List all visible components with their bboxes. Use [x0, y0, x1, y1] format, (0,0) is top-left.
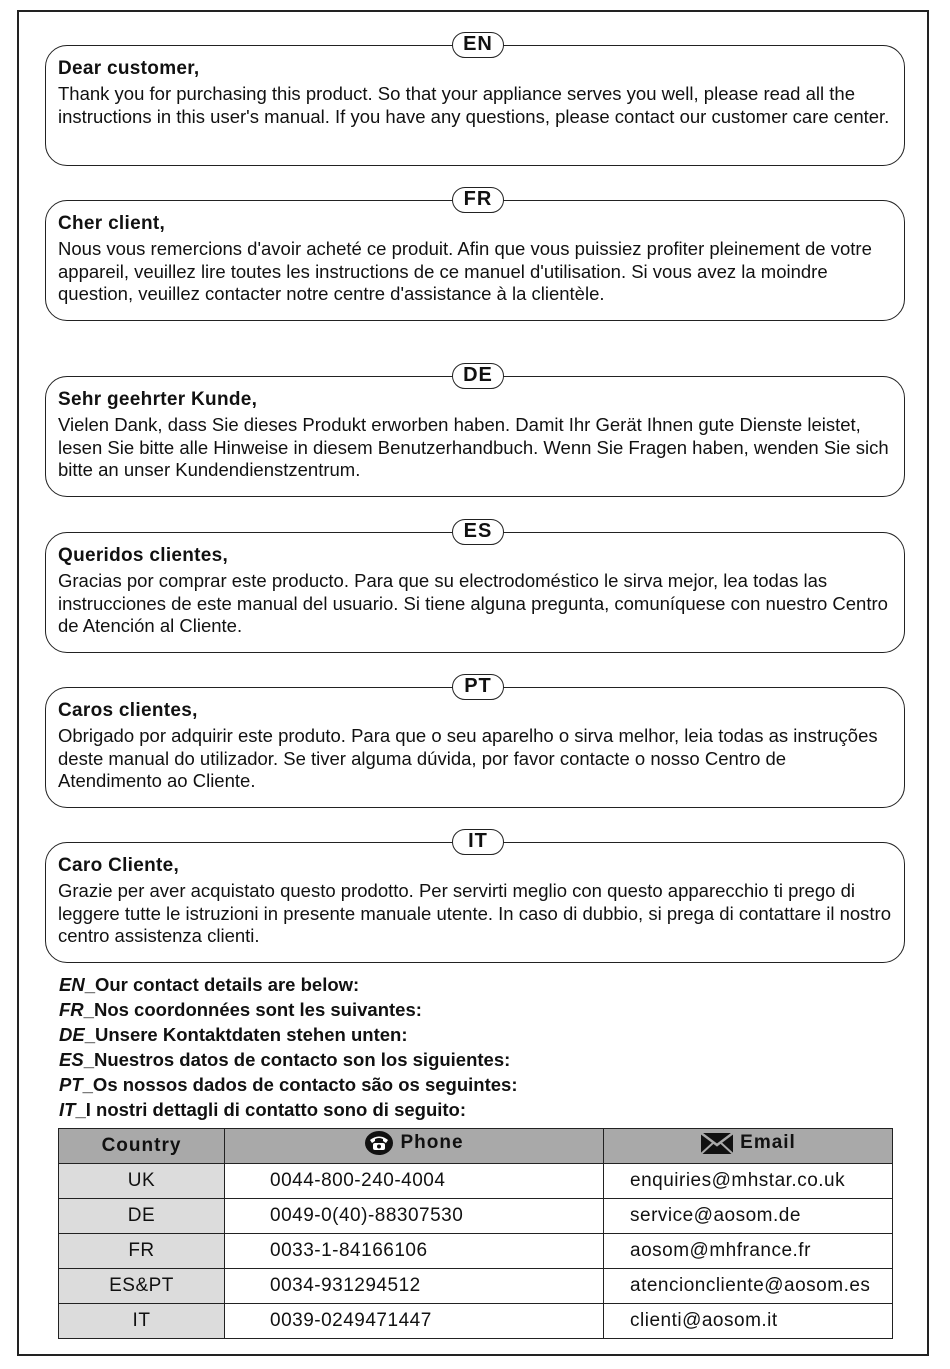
phone-cell: 0049-0(40)-88307530 — [225, 1199, 604, 1234]
contact-intro-list — [59, 972, 518, 1122]
country-cell: UK — [59, 1164, 225, 1199]
country-cell: FR — [59, 1234, 225, 1269]
email-cell: enquiries@mhstar.co.uk — [604, 1164, 893, 1199]
section-text: Nous vous remercions d'avoir acheté ce produit. Afin que vous puissiez profiter pleinement de votre appareil, veuillez lire toutes les instructions de ce manuel d'utilisation. Si vous avez la moindre question, veuillez contacter notre centre d'assistance à la clientèle. — [58, 238, 872, 305]
section-en — [45, 33, 905, 166]
phone-header: Phone — [225, 1129, 604, 1164]
section-it — [45, 830, 905, 963]
phone-cell: 0033-1-84166106 — [225, 1234, 604, 1269]
language-tag: ES — [452, 519, 504, 545]
contact-line: PT_Os nossos dados de contacto são os seguintes: — [59, 1074, 518, 1095]
section-pt — [45, 675, 905, 808]
table-row — [59, 1304, 893, 1339]
table-row — [59, 1269, 893, 1304]
phone-cell: 0034-931294512 — [225, 1269, 604, 1304]
contact-line: ES_Nuestros datos de contacto son los siguientes: — [59, 1049, 511, 1070]
email-cell: clienti@aosom.it — [604, 1304, 893, 1339]
envelope-icon — [700, 1130, 734, 1156]
contact-table — [58, 1128, 893, 1339]
country-cell: ES&PT — [59, 1269, 225, 1304]
phone-cell: 0044-800-240-4004 — [225, 1164, 604, 1199]
section-es — [45, 520, 905, 653]
country-cell: IT — [59, 1304, 225, 1339]
contact-line: IT_I nostri dettagli di contatto sono di seguito: — [59, 1099, 467, 1120]
greeting: Dear customer, — [58, 58, 200, 79]
table-header-row — [59, 1129, 893, 1164]
greeting: Cher client, — [58, 213, 166, 234]
language-tag: EN — [452, 32, 504, 58]
language-tag: DE — [452, 363, 504, 389]
section-text: Grazie per aver acquistato questo prodotto. Per servirti meglio con questo apparecchio ti prego di leggere tutte le istruzioni in presente manuale utente. In caso di dubbio, si prega di contattare il nostro centro assistenza clienti. — [58, 880, 892, 947]
greeting: Sehr geehrter Kunde, — [58, 389, 258, 410]
country-header: Country — [59, 1129, 225, 1164]
country-cell: DE — [59, 1199, 225, 1234]
language-tag: FR — [452, 187, 504, 213]
greeting: Caros clientes, — [58, 700, 198, 721]
section-de — [45, 364, 905, 497]
contact-line: FR_Nos coordonnées sont les suivantes: — [59, 999, 422, 1020]
section-text: Gracias por comprar este producto. Para que su electrodoméstico le sirva mejor, lea todas las instrucciones de este manual del usuario. Si tiene alguna pregunta, comuníquese con nuestro Centro de Atención al Cliente. — [58, 570, 888, 637]
email-header: Email — [604, 1129, 893, 1164]
telephone-icon — [364, 1130, 394, 1156]
greeting: Queridos clientes, — [58, 545, 229, 566]
language-tag: PT — [452, 674, 504, 700]
email-cell: aosom@mhfrance.fr — [604, 1234, 893, 1269]
email-cell: atencioncliente@aosom.es — [604, 1269, 893, 1304]
table-row — [59, 1199, 893, 1234]
contact-line: EN_Our contact details are below: — [59, 974, 360, 995]
table-row — [59, 1164, 893, 1199]
greeting: Caro Cliente, — [58, 855, 180, 876]
phone-cell: 0039-0249471447 — [225, 1304, 604, 1339]
section-text: Thank you for purchasing this product. So that your appliance serves you well, please read all the instructions in this user's manual. If you have any questions, please contact our customer care center. — [58, 83, 890, 127]
section-text: Vielen Dank, dass Sie dieses Produkt erworben haben. Damit Ihr Gerät Ihnen gute Dienste leistet, lesen Sie bitte alle Hinweise in diesem Benutzerhandbuch. Wenn Sie Fragen haben, wenden Sie sich bitte an unser Kundendienstzentrum. — [58, 414, 889, 481]
table-row — [59, 1234, 893, 1269]
section-text: Obrigado por adquirir este produto. Para que o seu aparelho o sirva melhor, leia todas as instruções deste manual do utilizador. Se tiver alguma dúvida, por favor contacte o nosso Centro de Atendimento ao Cliente. — [58, 725, 878, 792]
language-tag: IT — [452, 829, 504, 855]
email-cell: service@aosom.de — [604, 1199, 893, 1234]
contact-line: DE_Unsere Kontaktdaten stehen unten: — [59, 1024, 408, 1045]
section-fr — [45, 188, 905, 321]
